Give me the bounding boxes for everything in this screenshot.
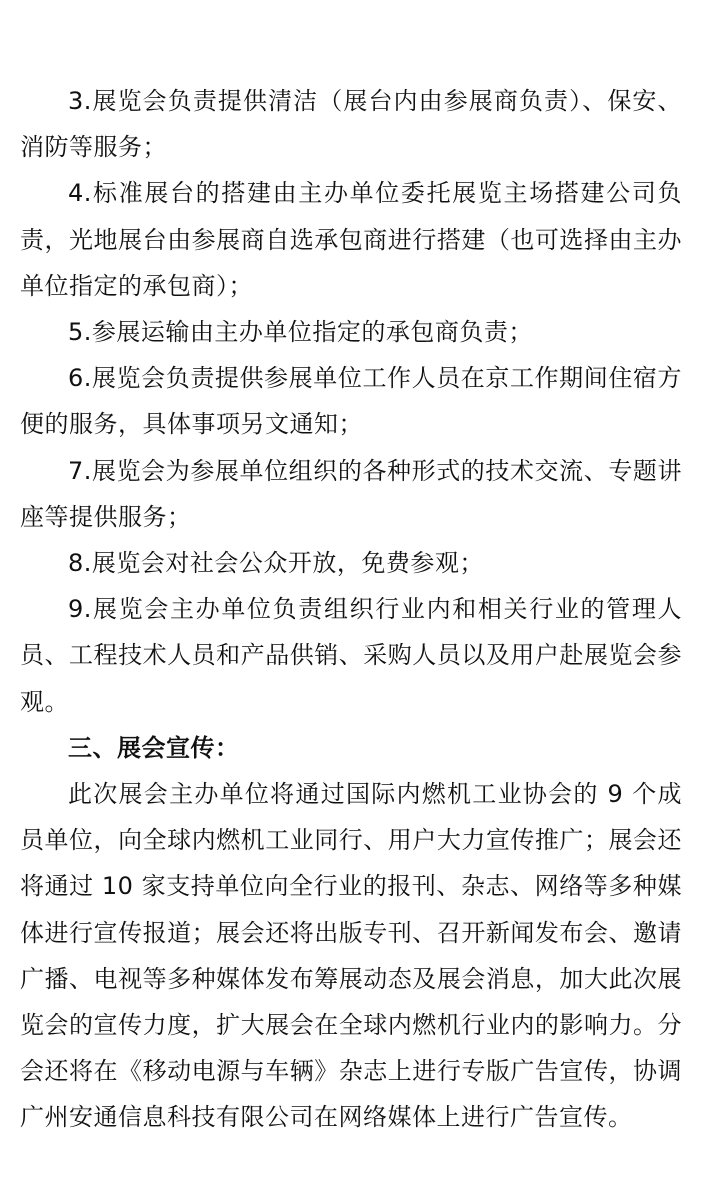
item-5: 5.参展运输由主办单位指定的承包商负责； — [68, 318, 533, 347]
section-heading: 三、展会宣传： — [68, 733, 240, 762]
item-8: 8.展览会对社会公众开放，免费参观； — [68, 549, 484, 578]
item-6: 6.展览会负责提供参展单位工作人员在京工作期间住宿方便的服务，具体事项另文通知； — [20, 364, 682, 439]
item-9: 9.展览会主办单位负责组织行业内和相关行业的管理人员、工程技术人员和产品供销、采购人员以及用户赴展览会参观。 — [20, 595, 682, 716]
item-4: 4.标准展台的搭建由主办单位委托展览主场搭建公司负责，光地展台由参展商自选承包商进行搭建（也可选择由主办单位指定的承包商）； — [20, 179, 682, 300]
item-7: 7.展览会为参展单位组织的各种形式的技术交流、专题讲座等提供服务； — [20, 456, 682, 531]
section-body: 此次展会主办单位将通过国际内燃机工业协会的 9 个成员单位，向全球内燃机工业同行、用户大力宣传推广；展会还将通过 10 家支持单位向全行业的报刊、杂志、网络等多种媒体进行宣传报道；展会还将出版专刊、召开新闻发布会、邀请广播、电视等多种媒体发布筹展动态及展会消息，加大此次展览会的宣传力度，扩大展会在全球内燃机行业内的影响力。分会还将在《移动电源与车辆》杂志上进行专版广告宣传，协调广州安通信息科技有限公司在网络媒体上进行广告宣传。 — [20, 780, 682, 1132]
item-3: 3.展览会负责提供清洁（展台内由参展商负责）、保安、消防等服务； — [20, 87, 682, 162]
